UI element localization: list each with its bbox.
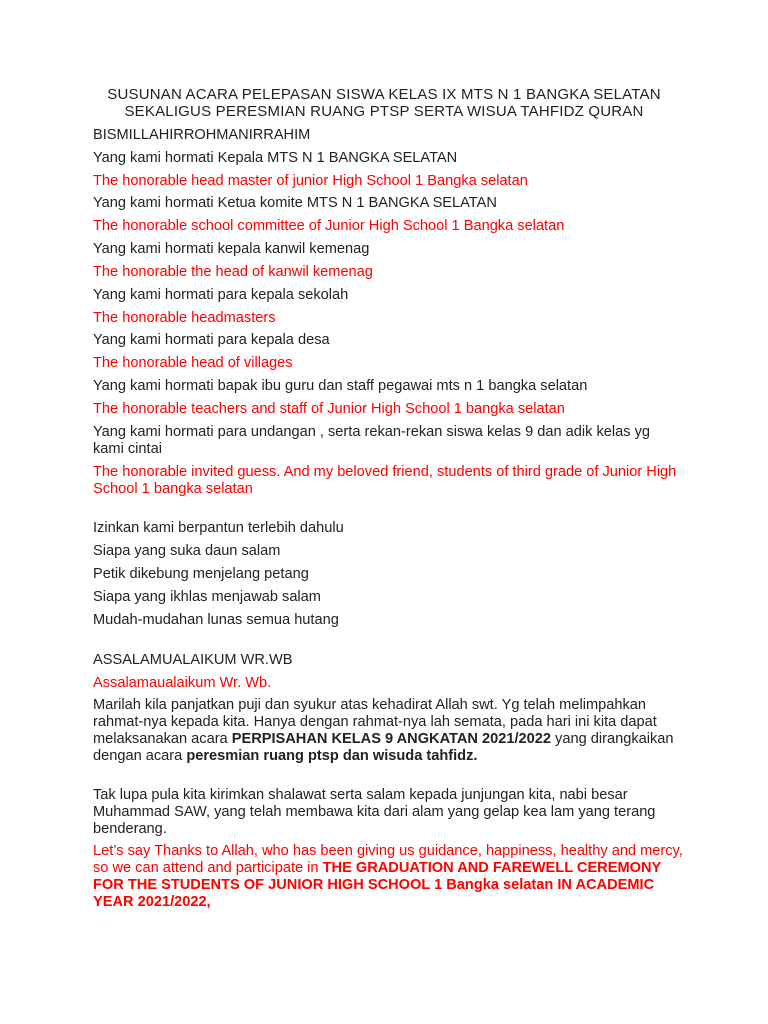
greeting-en: The honorable headmasters (93, 310, 276, 326)
greeting-en: The honorable head master of junior High School 1 Bangka selatan (93, 173, 528, 189)
greeting-en: The honorable the head of kanwil kemenag (93, 264, 373, 280)
greeting-en: The honorable teachers and staff of Junior High School 1 bangka selatan (93, 401, 565, 417)
greeting-id: Yang kami hormati kepala kanwil kemenag (93, 241, 370, 257)
greeting-id: Yang kami hormati para kepala sekolah (93, 287, 349, 303)
greeting-id: Yang kami hormati bapak ibu guru dan staff pegawai mts n 1 bangka selatan (93, 378, 588, 394)
greeting-en: The honorable school committee of Junior High School 1 Bangka selatan (93, 218, 565, 234)
shalawat-paragraph: Tak lupa pula kita kirimkan shalawat serta salam kepada junjungan kita, nabi besar Muhammad SAW, yang telah membawa kita dari alam yang gelap kea lam yang terang benderang. (93, 787, 656, 837)
pantun-line: Siapa yang ikhlas menjawab salam (93, 589, 321, 605)
document-title (80, 86, 688, 120)
praise-bold-inauguration: peresmian ruang ptsp dan wisuda tahfidz. (186, 748, 478, 764)
greeting-id: Yang kami hormati Ketua komite MTS N 1 BANGKA SELATAN (93, 195, 497, 211)
praise-paragraph (93, 697, 683, 765)
greeting-invited-id: Yang kami hormati para undangan , serta rekan-rekan siswa kelas 9 dan adik kelas yg kami cintai (93, 424, 651, 457)
praise-text: yang dirangkaikan dengan acara (93, 731, 674, 764)
basmalah: BISMILLAHIRROHMANIRRAHIM (93, 127, 311, 143)
pantun-line: Siapa yang suka daun salam (93, 543, 281, 559)
greeting-id: Yang kami hormati Kepala MTS N 1 BANGKA SELATAN (93, 150, 458, 166)
pantun-line: Izinkan kami berpantun terlebih dahulu (93, 520, 344, 536)
praise-text: Marilah kila panjatkan puji dan syukur atas kehadirat Allah swt. Yg telah melimpahkan rahmat-nya kepada kita. Hanya dengan rahmat-nya lah semata, pada hari ini kita dapat melaksanakan acara (93, 697, 657, 747)
greeting-id: Yang kami hormati para kepala desa (93, 332, 330, 348)
pantun-line: Petik dikebung menjelang petang (93, 566, 309, 582)
title-line-2: SEKALIGUS PERESMIAN RUANG PTSP SERTA WISUA TAHFIDZ QURAN (124, 103, 644, 120)
greeting-invited-en: The honorable invited guess. And my beloved friend, students of third grade of Junior High School 1 bangka selatan (93, 464, 677, 497)
greeting-en: The honorable head of villages (93, 355, 293, 371)
thanks-paragraph (93, 843, 683, 911)
salam-en: Assalamaualaikum Wr. Wb. (93, 675, 272, 691)
title-line-1: SUSUNAN ACARA PELEPASAN SISWA KELAS IX MTS N 1 BANGKA SELATAN (107, 86, 661, 103)
pantun-line: Mudah-mudahan lunas semua hutang (93, 612, 339, 628)
praise-bold-event: PERPISAHAN KELAS 9 ANGKATAN 2021/2022 (231, 731, 551, 747)
thanks-text: Let’s say Thanks to Allah, who has been giving us guidance, happiness, healthy and mercy, so we can attend and participate in (93, 843, 683, 876)
salam-caps: ASSALAMUALAIKUM WR.WB (93, 652, 293, 668)
thanks-bold-ceremony: THE GRADUATION AND FAREWELL CEREMONY FOR THE STUDENTS OF JUNIOR HIGH SCHOOL 1 Bangka selatan IN ACADEMIC YEAR 2021/2022, (93, 860, 661, 910)
